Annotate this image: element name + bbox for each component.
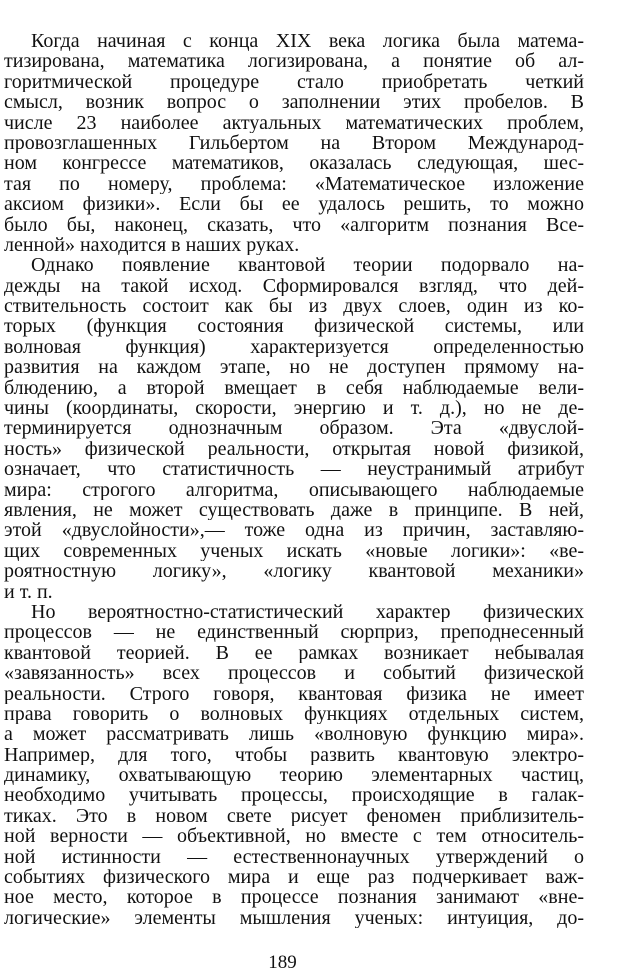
paragraph — [4, 31, 584, 255]
text-line: ленной» находится в наших руках. — [4, 234, 300, 256]
book-page-text — [4, 31, 584, 928]
text-line: и т. п. — [4, 581, 53, 602]
text-line: было бы, наконец, сказать, что «алгоритм познания Все- — [4, 214, 584, 235]
text-line: права говорить о волновых функциях отдельных систем, — [4, 703, 584, 725]
paragraph — [4, 255, 584, 602]
text-line: ной верности — объективной, но вместе с тем относитель- — [4, 826, 584, 847]
text-line: необходимо учитывать процессы, происходящие в галак- — [4, 785, 584, 806]
text-line: числе 23 наиболее актуальных математических проблем, — [4, 112, 584, 133]
text-line: этой «двуслойности»,— тоже одна из причин, заставляю- — [4, 520, 584, 541]
text-line: явления, не может существовать даже в принципе. В ней, — [4, 499, 584, 521]
text-line: щих современных ученых искать «новые логики»: «ве- — [4, 540, 584, 562]
text-line: Но вероятностно-статистический характер физических — [31, 601, 584, 623]
text-line: означает, что статистичность — неустранимый атрибут — [4, 459, 584, 480]
text-line: событиях физического мира и еще раз подчеркивает важ- — [4, 867, 584, 888]
text-line: ной истинности — естественнонаучных утверждений о — [4, 846, 584, 868]
text-line: дежды на такой исход. Сформировался взгляд, что дей- — [4, 275, 584, 297]
text-line: тиках. Это в новом свете рисует феномен приблизитель- — [4, 805, 584, 827]
text-line: блюдению, а второй вмещает в себя наблюдаемые вели- — [4, 377, 584, 399]
text-line: процессов — не единственный сюрприз, преподнесенный — [4, 622, 584, 643]
text-line: волновая функция) характеризуется определенностью — [4, 336, 584, 358]
text-line: ное место, которое в процессе познания занимают «вне- — [4, 887, 584, 908]
page-number: 189 — [268, 952, 297, 973]
text-line: горитмической процедуре стало приобретать четкий — [4, 71, 584, 93]
text-line: «завязанность» всех процессов и событий физической — [4, 663, 584, 684]
text-line: ность» физической реальности, открытая новой физикой, — [4, 438, 584, 460]
text-line: реальности. Строго говоря, квантовая физика не имеет — [4, 683, 584, 704]
text-line: провозглашенных Гильбертом на Втором Международ- — [4, 132, 584, 154]
text-line: динамику, охватывающую теорию элементарных частиц, — [4, 765, 584, 786]
text-line: тая по номеру, проблема: «Математическое изложение — [4, 173, 584, 195]
text-line: ствительность состоит как бы из двух слоев, один из ко- — [4, 296, 584, 317]
text-line: логические» элементы мышления ученых: интуиция, до- — [4, 907, 584, 929]
text-line: а может рассматривать лишь «волновую функцию мира». — [4, 724, 584, 745]
text-line: Когда начиная с конца XIX века логика была матема- — [31, 31, 584, 52]
text-line: тизирована, математика логизирована, а понятие об ал- — [4, 51, 584, 72]
text-line: Например, для того, чтобы развить квантовую электро- — [4, 744, 584, 766]
text-line: Однако появление квантовой теории подорвало на- — [31, 255, 584, 276]
text-line: развития на каждом этапе, но не доступен прямому на- — [4, 357, 584, 378]
text-line: ном конгрессе математиков, оказалась следующая, шес- — [4, 153, 584, 174]
text-line: квантовой теорией. В ее рамках возникает небывалая — [4, 642, 584, 664]
text-line: аксиом физики». Если бы ее удалось решить, то можно — [4, 194, 584, 215]
text-line: смысл, возник вопрос о заполнении этих пробелов. В — [4, 92, 584, 113]
text-line: чины (координаты, скорости, энергию и т. д.), но не де- — [4, 398, 584, 419]
text-line: торых (функция состояния физической системы, или — [4, 316, 584, 337]
text-line: роятностную логику», «логику квантовой механики» — [4, 561, 584, 582]
text-line: терминируется однозначным образом. Эта «двуслой- — [4, 418, 584, 439]
text-line: мира: строгого алгоритма, описывающего наблюдаемые — [4, 479, 584, 500]
paragraph — [4, 602, 584, 928]
